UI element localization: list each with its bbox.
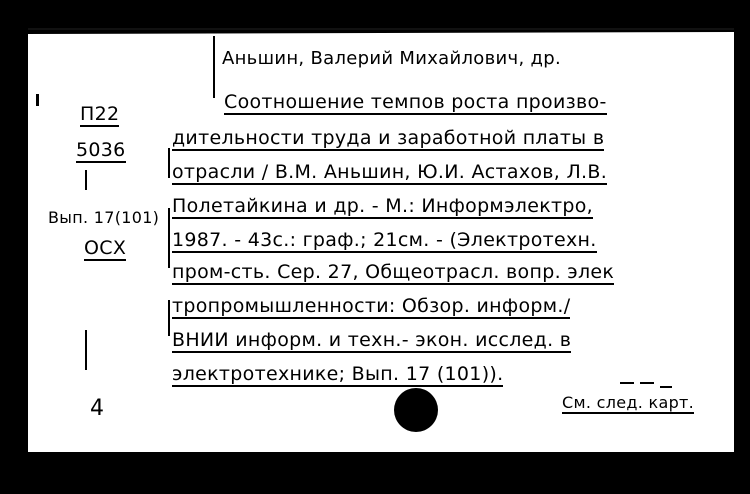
call-number-line4: ОСХ (84, 237, 127, 259)
body-line-1: Соотношение темпов роста произво- (224, 91, 607, 113)
body-line-4: Полетайкина и др. - М.: Информэлектро, (172, 195, 593, 217)
call-number-line5: 4 (90, 396, 105, 421)
body-line-9: электротехнике; Вып. 17 (101)). (172, 363, 504, 385)
card-top-edge (28, 28, 734, 36)
scan-border-left (0, 0, 28, 494)
body-line-5: 1987. - 43с.: граф.; 21см. - (Электротехн. (172, 229, 597, 251)
body-line-7: тропромышленности: Обзор. информ./ (172, 295, 571, 317)
body-line-6: пром-сть. Сер. 27, Общеотрасл. вопр. элек (172, 261, 615, 283)
vertical-rule-top (213, 36, 215, 98)
body-line-3: отрасли / В.М. Аньшин, Ю.И. Астахов, Л.В. (172, 161, 608, 183)
vertical-rule-lower (168, 208, 170, 268)
body-line-8: ВНИИ информ. и техн.- экон. исслед. в (172, 329, 572, 351)
margin-mark (36, 94, 39, 106)
author-heading: Аньшин, Валерий Михайлович, др. (222, 48, 561, 69)
faint-mark-1 (85, 170, 87, 190)
dash-mark-1 (620, 382, 634, 384)
see-next-card: См. след. карт. (562, 393, 695, 412)
dash-mark-3 (660, 386, 672, 388)
body-line-2: дительности труда и заработной платы в (172, 127, 605, 149)
vertical-rule-mid (168, 148, 170, 178)
ink-blot (394, 388, 438, 432)
dash-mark-2 (640, 382, 654, 384)
vertical-rule-bottom (168, 300, 170, 336)
call-number-line1: П22 (80, 103, 120, 125)
call-number-line2: 5036 (76, 139, 126, 161)
call-number-line3: Вып. 17(101) (48, 208, 160, 227)
faint-mark-2 (85, 330, 87, 370)
